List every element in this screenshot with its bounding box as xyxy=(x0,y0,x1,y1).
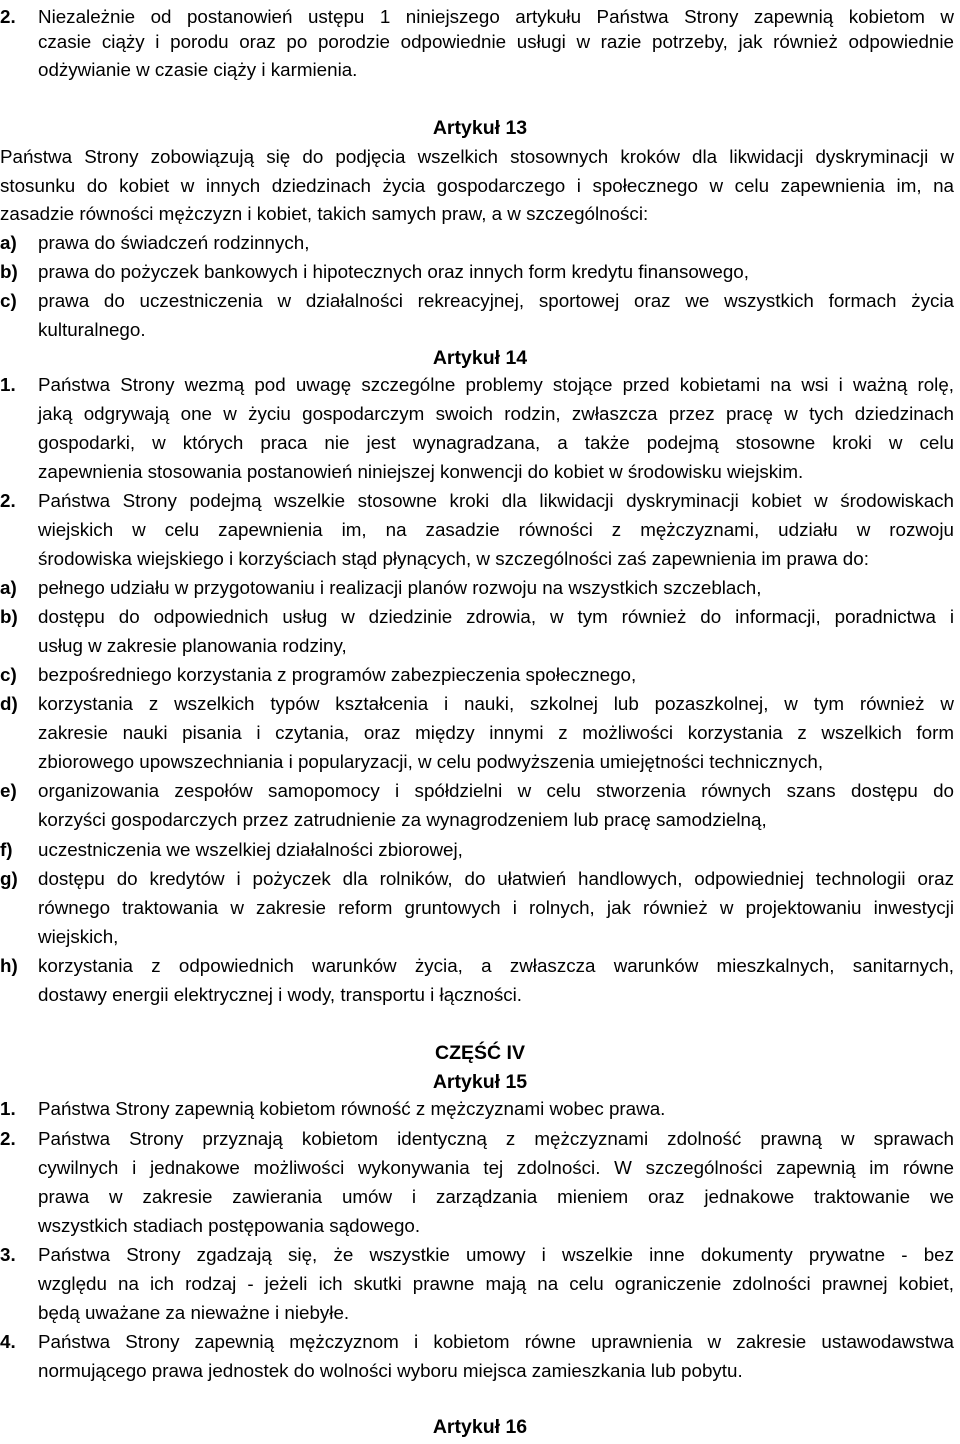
text-line: cywilnych i jednakowe możliwości wykonywania tej zdolności. W szczególności zapewnią im równe xyxy=(38,1157,954,1178)
text-line: Niezależnie od postanowień ustępu 1 niniejszego artykułu Państwa Strony zapewnią kobietom w xyxy=(38,6,954,27)
paragraph-number: 1. xyxy=(0,374,16,395)
text-line: gospodarki, w których praca nie jest wynagradzana, a także podejmą stosowne kroki w celu xyxy=(38,432,954,453)
paragraph-number: 4. xyxy=(0,1331,16,1352)
text-line: zasadzie równości mężczyzn i kobiet, takich samych praw, a w szczególności: xyxy=(0,203,649,224)
text-line: dostępu do kredytów i pożyczek dla rolników, do ułatwień handlowych, odpowiedniej technologii oraz xyxy=(38,868,954,889)
text-line: Państwa Strony podejmą wszelkie stosowne kroki dla likwidacji dyskryminacji kobiet w środowiskach xyxy=(38,490,954,511)
paragraph-number: c) xyxy=(0,290,17,311)
text-line: Państwa Strony wezmą pod uwagę szczególne problemy stojące przed kobietami na wsi i ważną rolę, xyxy=(38,374,954,395)
paragraph-number: 2. xyxy=(0,1128,16,1149)
article-heading: Artykuł 16 xyxy=(432,1416,528,1438)
text-line: Państwa Strony zapewnią mężczyznom i kobietom równe uprawnienia w zakresie ustawodawstwa xyxy=(38,1331,954,1352)
text-line: bezpośredniego korzystania z programów zabezpieczenia społecznego, xyxy=(38,664,637,685)
text-line: Państwa Strony zapewnią kobietom równość z mężczyznami wobec prawa. xyxy=(38,1098,666,1119)
text-line: prawa w zakresie zawierania umów i zarządzania mieniem oraz jednakowe traktowanie we xyxy=(38,1186,954,1207)
text-line: pełnego udziału w przygotowaniu i realizacji planów rozwoju na wszystkich szczeblach, xyxy=(38,577,762,598)
text-line: kulturalnego. xyxy=(38,319,146,340)
text-line: czasie ciąży i porodu oraz po porodzie odpowiednie usługi w razie potrzeby, jak również odpowiednie xyxy=(38,31,954,52)
article-heading: Artykuł 15 xyxy=(432,1071,528,1093)
article-heading: Artykuł 13 xyxy=(432,117,528,139)
text-line: będą uważane za nieważne i niebyłe. xyxy=(38,1302,350,1323)
text-line: wiejskich, xyxy=(38,926,119,947)
text-line: korzystania z wszelkich typów kształcenia i nauki, szkolnej lub pozaszkolnej, w tym również w xyxy=(38,693,954,714)
paragraph-number: e) xyxy=(0,780,17,801)
text-line: wszystkich stadiach postępowania sądowego. xyxy=(38,1215,421,1236)
paragraph-number: a) xyxy=(0,577,17,598)
text-line: stosunku do kobiet w innych dziedzinach życia gospodarczego i społecznego w celu zapewnienia im, na xyxy=(0,175,954,196)
text-line: środowiska wiejskiego i korzyściach stąd płynących, w szczególności zaś zapewnienia im prawa do: xyxy=(38,548,869,569)
paragraph-number: 2. xyxy=(0,490,16,511)
text-line: Państwa Strony przyznają kobietom identyczną z mężczyznami zdolność prawną w sprawach xyxy=(38,1128,954,1149)
text-line: jaką odgrywają one w życiu gospodarczym swoich rodzin, zwłaszcza przez pracę w tych dziedzinach xyxy=(38,403,954,424)
text-line: zbiorowego upowszechniania i popularyzacji, w celu podwyższenia umiejętności technicznych, xyxy=(38,751,824,772)
paragraph-number: f) xyxy=(0,839,13,860)
text-line: zapewnienia stosowania postanowień niniejszej konwencji do kobiet w środowisku wiejskim. xyxy=(38,461,804,482)
text-line: Państwa Strony zobowiązują się do podjęcia wszelkich stosownych kroków dla likwidacji dyskryminacji w xyxy=(0,146,954,167)
article-heading: Artykuł 14 xyxy=(432,347,528,369)
text-line: korzystania z odpowiednich warunków życia, a zwłaszcza warunków mieszkalnych, sanitarnych, xyxy=(38,955,954,976)
text-line: względu na ich rodzaj - jeżeli ich skutki prawne mają na celu ograniczenie zdolności prawnej kobiet, xyxy=(38,1273,954,1294)
text-line: odżywianie w czasie ciąży i karmienia. xyxy=(38,59,358,80)
paragraph-number: 1. xyxy=(0,1098,16,1119)
text-line: równego traktowania w zakresie reform gruntowych i rolnych, jak również w projektowaniu inwestycji xyxy=(38,897,954,918)
paragraph-number: g) xyxy=(0,868,18,889)
paragraph-number: a) xyxy=(0,232,17,253)
text-line: prawa do uczestniczenia w działalności rekreacyjnej, sportowej oraz we wszystkich formach życia xyxy=(38,290,954,311)
paragraph-number: h) xyxy=(0,955,18,976)
paragraph-number: 3. xyxy=(0,1244,16,1265)
text-line: uczestniczenia we wszelkiej działalności zbiorowej, xyxy=(38,839,463,860)
text-line: korzyści gospodarczych przez zatrudnienie za wynagrodzeniem lub pracę samodzielną, xyxy=(38,809,767,830)
paragraph-number: c) xyxy=(0,664,17,685)
text-line: wiejskich w celu zapewnienia im, na zasadzie równości z mężczyznami, udziału w rozwoju xyxy=(38,519,954,540)
text-line: organizowania zespołów samopomocy i spółdzielni w celu stworzenia równych szans dostępu do xyxy=(38,780,954,801)
article-heading: CZĘŚĆ IV xyxy=(435,1042,525,1064)
text-line: Państwa Strony zgadzają się, że wszystkie umowy i wszelkie inne dokumenty prywatne - bez xyxy=(38,1244,954,1265)
text-line: dostępu do odpowiednich usług w dziedzinie zdrowia, w tym również do informacji, poradnictwa i xyxy=(38,606,954,627)
paragraph-number: b) xyxy=(0,606,18,627)
paragraph-number: b) xyxy=(0,261,18,282)
text-line: zakresie nauki pisania i czytania, oraz między innymi z możliwości korzystania z wszelkich form xyxy=(38,722,954,743)
text-line: dostawy energii elektrycznej i wody, transportu i łączności. xyxy=(38,984,523,1005)
paragraph-number: d) xyxy=(0,693,18,714)
paragraph-number: 2. xyxy=(0,6,16,27)
text-line: normującego prawa jednostek do wolności wyboru miejsca zamieszkania lub pobytu. xyxy=(38,1360,743,1381)
text-line: usług w zakresie planowania rodziny, xyxy=(38,635,347,656)
text-line: prawa do pożyczek bankowych i hipotecznych oraz innych form kredytu finansowego, xyxy=(38,261,749,282)
text-line: prawa do świadczeń rodzinnych, xyxy=(38,232,310,253)
